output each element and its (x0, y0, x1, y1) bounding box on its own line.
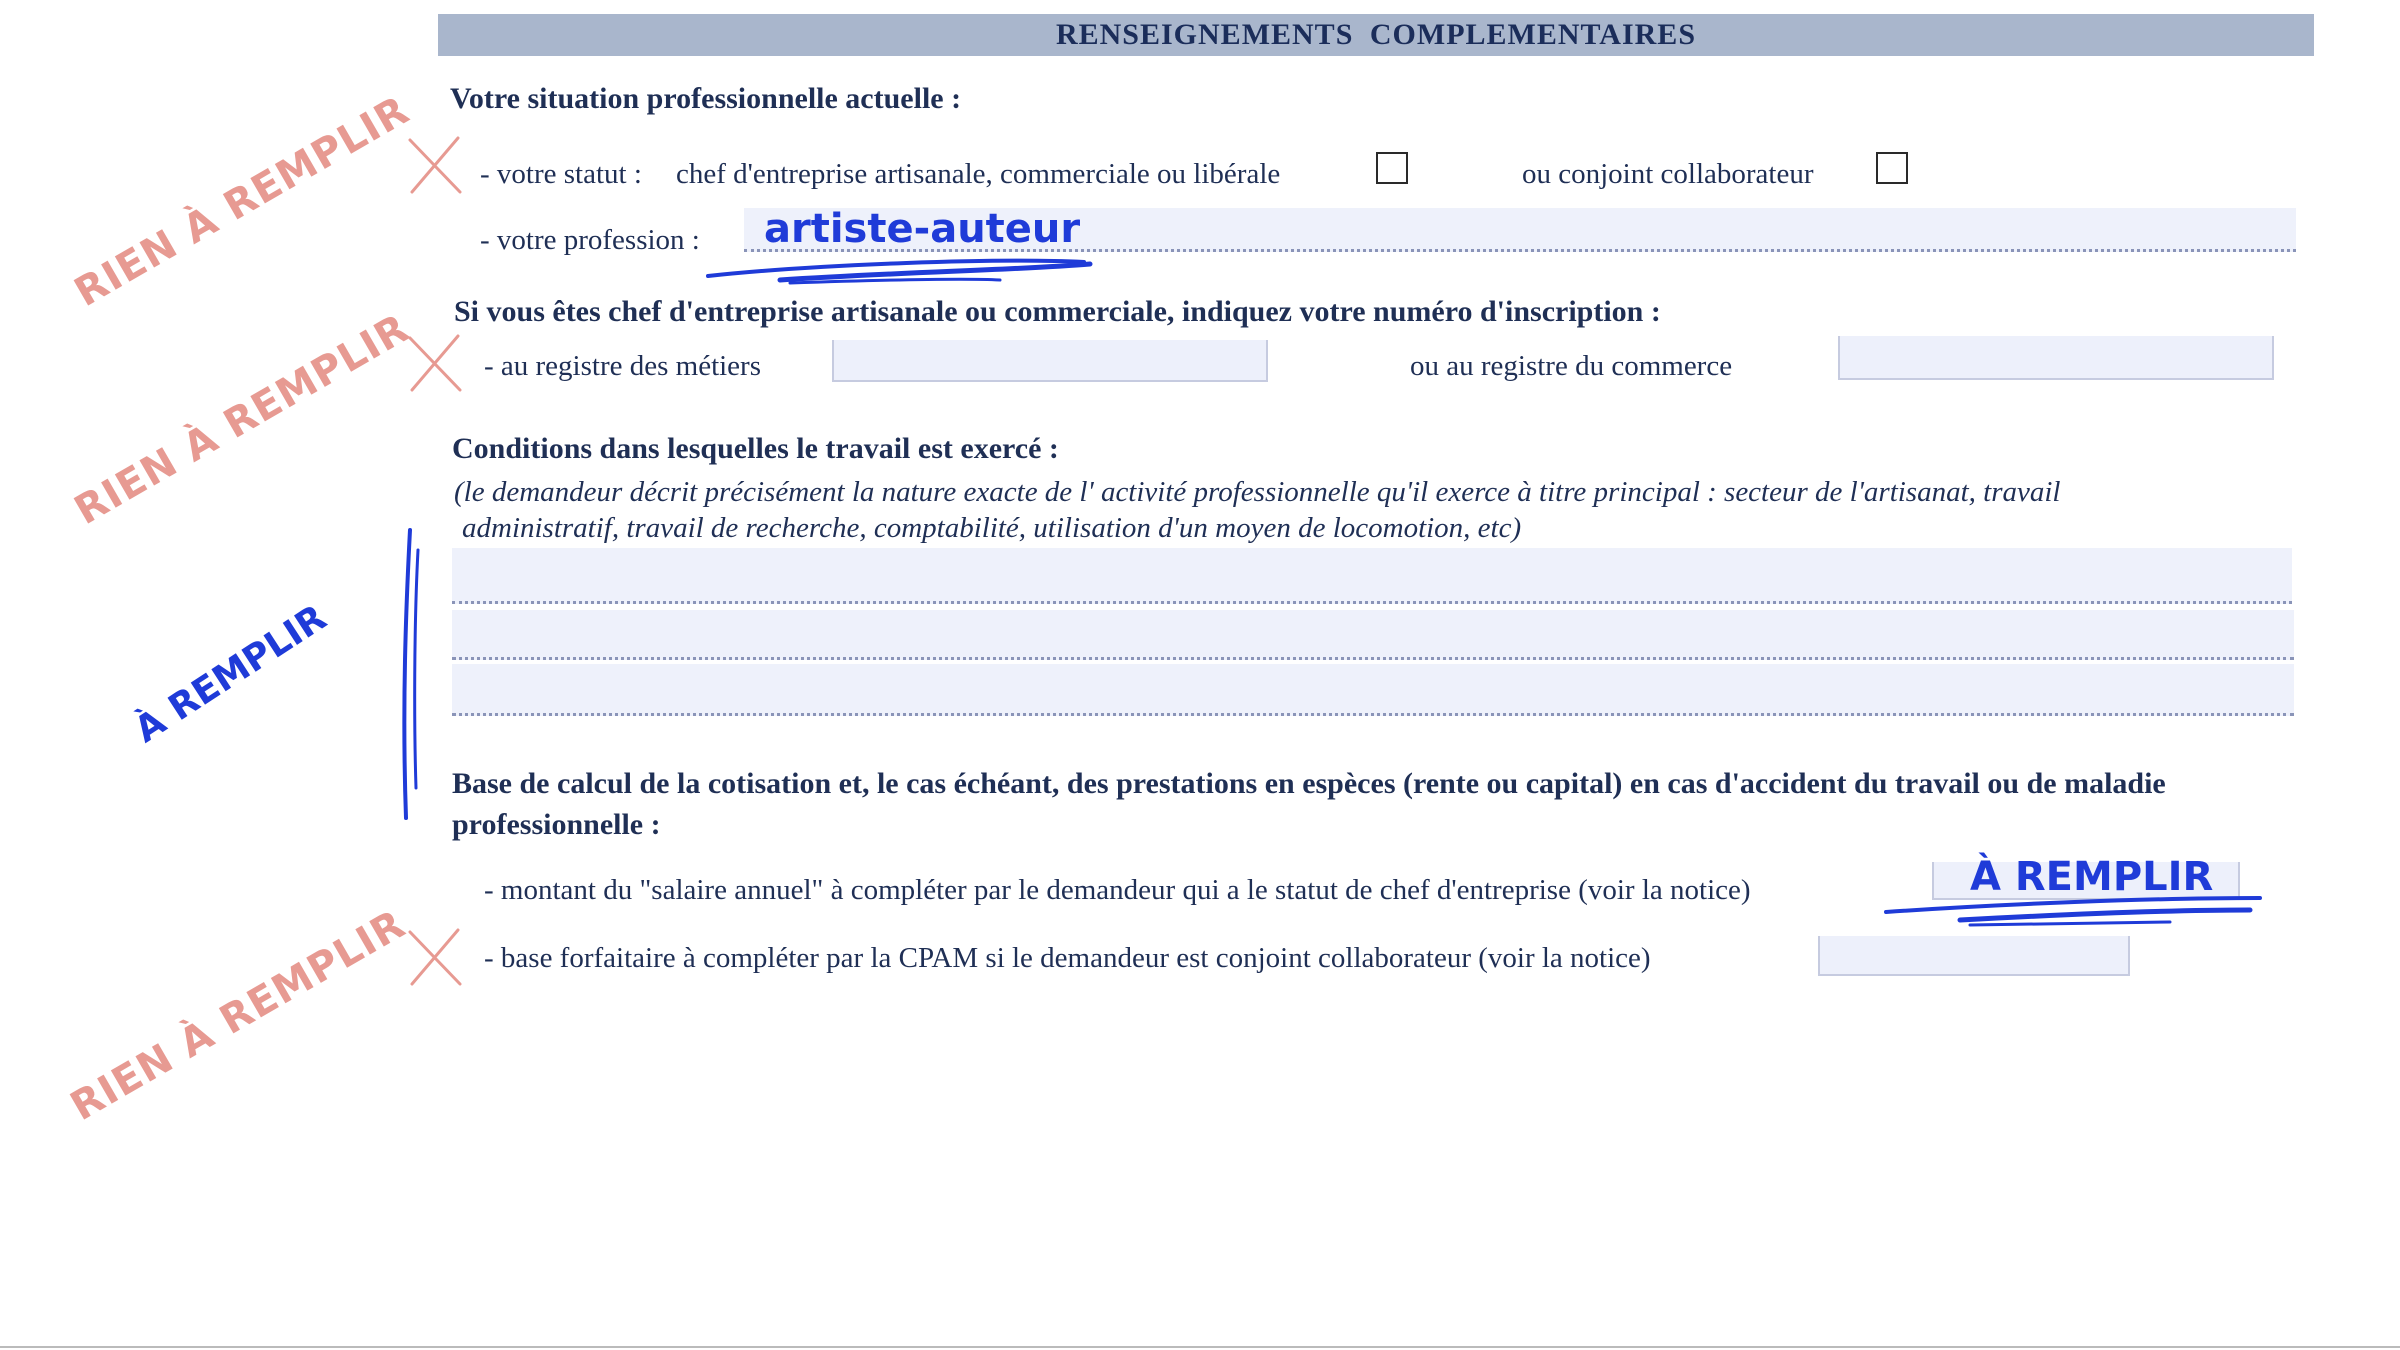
statut-chef-checkbox[interactable] (1376, 152, 1408, 184)
conditions-line-2[interactable] (452, 610, 2294, 660)
bracket-scribble (396, 526, 432, 826)
inscription-heading: Si vous êtes chef d'entreprise artisanale ou commerciale, indiquez votre numéro d'inscription : (454, 295, 1661, 328)
rien-a-remplir-stamp-2: RIEN À REMPLIR (67, 305, 418, 534)
base-heading-line1: Base de calcul de la cotisation et, le cas échéant, des prestations en espèces (rente ou capital) en cas d'accident du travail ou de maladie (452, 767, 2166, 800)
conditions-note-line2: administratif, travail de recherche, comptabilité, utilisation d'un moyen de locomotion, etc) (462, 512, 1522, 544)
base-heading-line2: professionnelle : (452, 808, 661, 841)
section-header: RENSEIGNEMENTS COMPLEMENTAIRES (438, 14, 2314, 56)
base-forfaitaire-label: - base forfaitaire à compléter par la CPAM si le demandeur est conjoint collaborateur (voir la notice) (484, 942, 1651, 974)
cross-mark-icon (404, 926, 466, 988)
page-bottom-divider (0, 1346, 2400, 1348)
registre-commerce-label: ou au registre du commerce (1410, 350, 1733, 382)
salaire-underline-scribble (1870, 880, 2270, 930)
profession-handwritten-value: artiste-auteur (764, 206, 1081, 252)
cross-mark-icon (404, 134, 466, 196)
conditions-heading: Conditions dans lesquelles le travail est exercé : (452, 432, 1059, 465)
underline-scribble (700, 250, 1100, 290)
statut-conjoint-checkbox[interactable] (1876, 152, 1908, 184)
conditions-line-1[interactable] (452, 548, 2292, 604)
profession-label: - votre profession : (480, 224, 700, 256)
salaire-handwritten-annotation: À REMPLIR (1970, 854, 2214, 900)
rien-a-remplir-stamp-1: RIEN À REMPLIR (67, 87, 418, 316)
conditions-note-line1 (454, 476, 2060, 509)
registre-metiers-input[interactable] (832, 340, 1268, 382)
conditions-line-3[interactable] (452, 664, 2294, 716)
statut-option-chef-label: chef d'entreprise artisanale, commerciale ou libérale (676, 158, 1281, 190)
registre-commerce-input[interactable] (1838, 336, 2274, 380)
salaire-annuel-label: - montant du "salaire annuel" à compléter par le demandeur qui a le statut de chef d'entreprise (voir la notice) (484, 874, 1751, 906)
conditions-note-text: décrit précisément la nature exacte de l' activité professionnelle qu'il exerce à titre principal : secteur de l'artisanat, travail (622, 476, 2061, 508)
a-remplir-note: À REMPLIR (127, 597, 334, 751)
conditions-note-prefix: (le demandeur (454, 476, 623, 508)
statut-option-conjoint-label: ou conjoint collaborateur (1522, 158, 1814, 190)
base-forfaitaire-input[interactable] (1818, 936, 2130, 976)
statut-label: - votre statut : (480, 158, 642, 190)
rien-a-remplir-stamp-3: RIEN À REMPLIR (63, 901, 414, 1130)
registre-metiers-label: - au registre des métiers (484, 350, 762, 382)
situation-heading: Votre situation professionnelle actuelle : (450, 82, 962, 115)
